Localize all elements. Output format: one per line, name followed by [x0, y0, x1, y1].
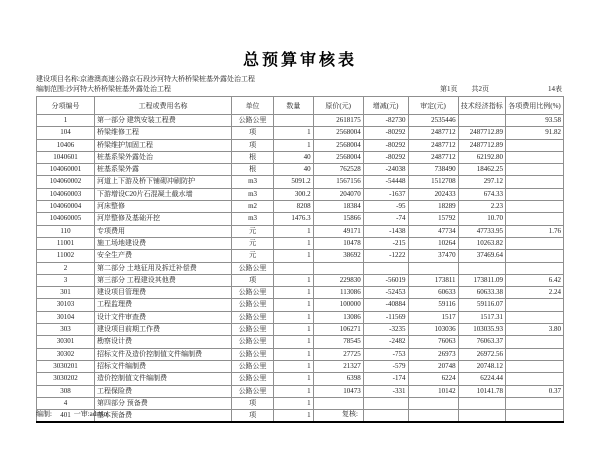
- cell-item-code: 104060002: [37, 176, 95, 188]
- cell-original-price: [313, 262, 363, 274]
- cell-unit: 公路公里: [231, 324, 273, 336]
- cell-original-price: 13086: [313, 311, 363, 323]
- cell-unit: m3: [231, 188, 273, 200]
- cell-approved-amount: 37470: [408, 250, 458, 262]
- cell-approved-amount: 2487712: [408, 151, 458, 163]
- cell-item-code: 3030201: [37, 360, 95, 372]
- cell-adjustment: -74: [363, 213, 408, 225]
- cell-adjustment: -95: [363, 201, 408, 213]
- cell-item-name: 造价控制值文件编制费: [94, 373, 231, 385]
- cell-original-price: 2568004: [313, 151, 363, 163]
- cell-quantity: 1: [274, 348, 314, 360]
- cell-item-name: 建设项目前期工作费: [94, 324, 231, 336]
- cell-original-price: 38692: [313, 250, 363, 262]
- table-row: [37, 139, 564, 151]
- cell-item-name: 设计文件审查费: [94, 311, 231, 323]
- cell-item-code: 3: [37, 274, 95, 286]
- signature-footer: [36, 409, 564, 419]
- cell-unit: 元: [231, 225, 273, 237]
- total-pages-label: 共2页: [471, 85, 489, 93]
- cell-cost-ratio: [505, 213, 563, 225]
- cell-adjustment: -40884: [363, 299, 408, 311]
- table-row: [37, 164, 564, 176]
- cell-unit: 公路公里: [231, 287, 273, 299]
- current-page-label: 第1页: [440, 85, 458, 93]
- cell-approved-amount: 10142: [408, 385, 458, 397]
- cell-adjustment: -80292: [363, 127, 408, 139]
- cell-item-name: 桩基系梁外露: [94, 164, 231, 176]
- cell-cost-ratio: [505, 201, 563, 213]
- cell-tech-indicator: 103035.93: [458, 324, 505, 336]
- table-row: [37, 127, 564, 139]
- cell-approved-amount: 15792: [408, 213, 458, 225]
- cell-adjustment: [363, 397, 408, 409]
- cell-item-code: 104060005: [37, 213, 95, 225]
- cell-item-code: 2: [37, 262, 95, 274]
- cell-cost-ratio: [505, 348, 563, 360]
- table-row: [37, 287, 564, 299]
- cell-item-name: 第三部分 工程建设其他费: [94, 274, 231, 286]
- table-row: [37, 324, 564, 336]
- cell-original-price: 106271: [313, 324, 363, 336]
- table-row: [37, 299, 564, 311]
- cell-item-code: 30302: [37, 348, 95, 360]
- cell-adjustment: -54448: [363, 176, 408, 188]
- table-number-label: 14表: [548, 85, 562, 93]
- cell-adjustment: -11569: [363, 311, 408, 323]
- cell-cost-ratio: [505, 176, 563, 188]
- cell-item-name: 下游增设C20片石混凝土截水墙: [94, 188, 231, 200]
- cell-tech-indicator: 62192.80: [458, 151, 505, 163]
- cell-cost-ratio: 6.42: [505, 274, 563, 286]
- cell-tech-indicator: 297.12: [458, 176, 505, 188]
- cell-tech-indicator: [458, 115, 505, 127]
- cell-tech-indicator: 674.33: [458, 188, 505, 200]
- cell-tech-indicator: 76063.37: [458, 336, 505, 348]
- cell-cost-ratio: [505, 237, 563, 249]
- cell-cost-ratio: [505, 188, 563, 200]
- cell-tech-indicator: 60633.38: [458, 287, 505, 299]
- cell-unit: 根: [231, 164, 273, 176]
- column-header: 单位: [231, 97, 273, 115]
- cell-quantity: 1: [274, 225, 314, 237]
- cell-unit: 公路公里: [231, 360, 273, 372]
- cell-item-name: 河道上下游及桥下铺砌冲刷防护: [94, 176, 231, 188]
- cell-tech-indicator: 6224.44: [458, 373, 505, 385]
- cell-cost-ratio: [505, 139, 563, 151]
- cell-item-name: 工程保险费: [94, 385, 231, 397]
- cell-quantity: 1: [274, 250, 314, 262]
- cell-item-name: 建设项目管理费: [94, 287, 231, 299]
- cell-item-name: 基本预备费: [94, 410, 231, 423]
- cell-unit: 公路公里: [231, 262, 273, 274]
- cell-approved-amount: 26973: [408, 348, 458, 360]
- cell-adjustment: -1637: [363, 188, 408, 200]
- cell-quantity: 1: [274, 311, 314, 323]
- cell-approved-amount: 59116: [408, 299, 458, 311]
- cell-quantity: 300.2: [274, 188, 314, 200]
- cell-original-price: 10478: [313, 237, 363, 249]
- cell-original-price: 100000: [313, 299, 363, 311]
- cell-item-name: 第四部分 预备费: [94, 397, 231, 409]
- cell-original-price: 229830: [313, 274, 363, 286]
- cell-item-code: 11001: [37, 237, 95, 249]
- cell-approved-amount: 10264: [408, 237, 458, 249]
- cell-quantity: 1: [274, 274, 314, 286]
- cell-quantity: 8208: [274, 201, 314, 213]
- table-row: [37, 188, 564, 200]
- cell-item-code: 1040601: [37, 151, 95, 163]
- cell-item-name: 桥梁维护加固工程: [94, 139, 231, 151]
- cell-adjustment: -1438: [363, 225, 408, 237]
- cell-approved-amount: 738490: [408, 164, 458, 176]
- cell-approved-amount: 202433: [408, 188, 458, 200]
- cell-item-code: 401: [37, 410, 95, 423]
- cell-adjustment: -52453: [363, 287, 408, 299]
- cell-unit: 根: [231, 151, 273, 163]
- cell-approved-amount: 2487712: [408, 139, 458, 151]
- cell-cost-ratio: [505, 360, 563, 372]
- cell-original-price: 78545: [313, 336, 363, 348]
- cell-tech-indicator: 10.70: [458, 213, 505, 225]
- column-header: 技术经济指标: [458, 97, 505, 115]
- cell-adjustment: -80292: [363, 151, 408, 163]
- cell-original-price: 204070: [313, 188, 363, 200]
- cell-tech-indicator: 1517.31: [458, 311, 505, 323]
- page-info: [440, 84, 562, 94]
- cell-cost-ratio: 3.80: [505, 324, 563, 336]
- cell-tech-indicator: [458, 397, 505, 409]
- cell-cost-ratio: [505, 299, 563, 311]
- table-row: [37, 397, 564, 409]
- cell-tech-indicator: 2487712.89: [458, 139, 505, 151]
- cell-adjustment: -82730: [363, 115, 408, 127]
- cell-original-price: 2618175: [313, 115, 363, 127]
- cell-tech-indicator: 10141.78: [458, 385, 505, 397]
- recheck-label: 复核:: [342, 410, 358, 418]
- cell-quantity: 1: [274, 385, 314, 397]
- cell-quantity: 1: [274, 410, 314, 423]
- cell-tech-indicator: 2.23: [458, 201, 505, 213]
- cell-unit: 公路公里: [231, 373, 273, 385]
- cell-approved-amount: [408, 397, 458, 409]
- cell-unit: 公路公里: [231, 336, 273, 348]
- cell-approved-amount: 60633: [408, 287, 458, 299]
- cell-item-code: 301: [37, 287, 95, 299]
- cell-adjustment: -174: [363, 373, 408, 385]
- cell-quantity: 40: [274, 151, 314, 163]
- cell-item-code: 303: [37, 324, 95, 336]
- cell-approved-amount: 173811: [408, 274, 458, 286]
- cell-item-code: 308: [37, 385, 95, 397]
- table-row: [37, 250, 564, 262]
- column-header: 工程或费用名称: [94, 97, 231, 115]
- table-row: [37, 311, 564, 323]
- cell-adjustment: -80292: [363, 139, 408, 151]
- cell-original-price: 15866: [313, 213, 363, 225]
- column-header: 数量: [274, 97, 314, 115]
- cell-cost-ratio: [505, 262, 563, 274]
- cell-item-name: 勘察设计费: [94, 336, 231, 348]
- page-title: 总预算审核表: [242, 52, 357, 69]
- cell-adjustment: -331: [363, 385, 408, 397]
- table-row: [37, 360, 564, 372]
- cell-approved-amount: 76063: [408, 336, 458, 348]
- cell-item-name: 第二部分 土地征用及拆迁补偿费: [94, 262, 231, 274]
- scope-line: 编制范围:沙河特大桥桥梁桩基外露处治工程: [36, 84, 171, 93]
- cell-item-name: 施工场地建设费: [94, 237, 231, 249]
- column-header: 分项编号: [37, 97, 95, 115]
- cell-item-code: 110: [37, 225, 95, 237]
- cell-quantity: 1: [274, 237, 314, 249]
- cell-tech-indicator: 37469.64: [458, 250, 505, 262]
- cell-quantity: 1476.3: [274, 213, 314, 225]
- cell-item-name: 专项费用: [94, 225, 231, 237]
- cell-unit: 公路公里: [231, 115, 273, 127]
- budget-audit-table: [36, 96, 564, 423]
- cell-cost-ratio: 91.82: [505, 127, 563, 139]
- column-header: 原价(元): [313, 97, 363, 115]
- cell-approved-amount: [408, 262, 458, 274]
- table-row: [37, 385, 564, 397]
- cell-original-price: 6398: [313, 373, 363, 385]
- cell-tech-indicator: 26972.56: [458, 348, 505, 360]
- cell-approved-amount: 47734: [408, 225, 458, 237]
- cell-tech-indicator: [458, 262, 505, 274]
- cell-approved-amount: 20748: [408, 360, 458, 372]
- cell-approved-amount: 2535446: [408, 115, 458, 127]
- cell-tech-indicator: 59116.07: [458, 299, 505, 311]
- cell-quantity: [274, 115, 314, 127]
- cell-original-price: 2568004: [313, 139, 363, 151]
- cell-item-code: 1: [37, 115, 95, 127]
- cell-item-code: 30301: [37, 336, 95, 348]
- table-row: [37, 373, 564, 385]
- column-header: 审定(元): [408, 97, 458, 115]
- cell-adjustment: -215: [363, 237, 408, 249]
- cell-tech-indicator: 20748.12: [458, 360, 505, 372]
- column-header: 增减(元): [363, 97, 408, 115]
- cell-original-price: 21327: [313, 360, 363, 372]
- cell-cost-ratio: 93.58: [505, 115, 563, 127]
- cell-original-price: 2568004: [313, 127, 363, 139]
- cell-quantity: 1: [274, 299, 314, 311]
- cell-unit: 项: [231, 397, 273, 409]
- cell-adjustment: -24038: [363, 164, 408, 176]
- cell-cost-ratio: [505, 151, 563, 163]
- cell-quantity: 1: [274, 373, 314, 385]
- cell-adjustment: [363, 262, 408, 274]
- table-row: [37, 274, 564, 286]
- cell-unit: m3: [231, 213, 273, 225]
- cell-item-code: 11002: [37, 250, 95, 262]
- cell-quantity: 1: [274, 127, 314, 139]
- table-row: [37, 237, 564, 249]
- table-row: [37, 201, 564, 213]
- cell-unit: 元: [231, 237, 273, 249]
- cell-item-name: 桩基系梁外露处治: [94, 151, 231, 163]
- cell-tech-indicator: 18462.25: [458, 164, 505, 176]
- cell-unit: m3: [231, 176, 273, 188]
- cell-unit: 项: [231, 410, 273, 423]
- cell-item-code: 3030202: [37, 373, 95, 385]
- cell-adjustment: -3235: [363, 324, 408, 336]
- cell-original-price: 18384: [313, 201, 363, 213]
- cell-unit: 项: [231, 127, 273, 139]
- document-meta: [36, 75, 255, 94]
- table-row: [37, 262, 564, 274]
- cell-item-code: 104060001: [37, 164, 95, 176]
- cell-cost-ratio: [505, 397, 563, 409]
- cell-tech-indicator: 10263.82: [458, 237, 505, 249]
- cell-unit: m2: [231, 201, 273, 213]
- project-name-line: 建设项目名称:京港澳高速公路京石段沙河特大桥桥梁桩基外露处治工程: [36, 75, 255, 83]
- cell-item-code: 104060004: [37, 201, 95, 213]
- cell-cost-ratio: 2.24: [505, 287, 563, 299]
- table-row: [37, 151, 564, 163]
- cell-item-name: 桥梁维修工程: [94, 127, 231, 139]
- cell-item-name: 河岸整修及基础开挖: [94, 213, 231, 225]
- cell-cost-ratio: 1.76: [505, 225, 563, 237]
- cell-tech-indicator: 173811.09: [458, 274, 505, 286]
- cell-unit: 元: [231, 250, 273, 262]
- cell-approved-amount: 1512708: [408, 176, 458, 188]
- cell-adjustment: -753: [363, 348, 408, 360]
- cell-cost-ratio: [505, 250, 563, 262]
- table-body: [37, 115, 564, 423]
- cell-quantity: 1: [274, 139, 314, 151]
- cell-item-code: 30103: [37, 299, 95, 311]
- cell-item-name: 工程监理费: [94, 299, 231, 311]
- cell-quantity: 1: [274, 397, 314, 409]
- cell-adjustment: -579: [363, 360, 408, 372]
- cell-approved-amount: 103036: [408, 324, 458, 336]
- column-header: 各项费用比例(%): [505, 97, 563, 115]
- cell-item-code: 10406: [37, 139, 95, 151]
- cell-adjustment: -1222: [363, 250, 408, 262]
- prepared-by-label: 编制:: [36, 410, 52, 418]
- cell-cost-ratio: [505, 336, 563, 348]
- cell-item-code: 30104: [37, 311, 95, 323]
- cell-item-code: 4: [37, 397, 95, 409]
- cell-adjustment: -56019: [363, 274, 408, 286]
- table-row: [37, 176, 564, 188]
- cell-cost-ratio: 0.37: [505, 385, 563, 397]
- first-review-label: 一审:admin: [73, 410, 108, 418]
- cell-original-price: 10473: [313, 385, 363, 397]
- cell-cost-ratio: [505, 164, 563, 176]
- cell-original-price: 1567156: [313, 176, 363, 188]
- cell-item-code: 104060003: [37, 188, 95, 200]
- cell-original-price: 49171: [313, 225, 363, 237]
- table-row: [37, 225, 564, 237]
- cell-original-price: 113086: [313, 287, 363, 299]
- cell-cost-ratio: [505, 311, 563, 323]
- cell-approved-amount: 1517: [408, 311, 458, 323]
- cell-unit: 公路公里: [231, 348, 273, 360]
- cell-tech-indicator: 2487712.89: [458, 127, 505, 139]
- cell-item-name: 安全生产费: [94, 250, 231, 262]
- table-row: [37, 348, 564, 360]
- cell-unit: 项: [231, 139, 273, 151]
- cell-item-name: 河床整修: [94, 201, 231, 213]
- cell-item-code: 104: [37, 127, 95, 139]
- cell-unit: 公路公里: [231, 385, 273, 397]
- cell-approved-amount: 18289: [408, 201, 458, 213]
- cell-quantity: 1: [274, 336, 314, 348]
- cell-cost-ratio: [505, 373, 563, 385]
- cell-quantity: 1: [274, 287, 314, 299]
- cell-item-name: 第一部分 建筑安装工程费: [94, 115, 231, 127]
- table-row: [37, 115, 564, 127]
- cell-quantity: 1: [274, 360, 314, 372]
- cell-original-price: [313, 397, 363, 409]
- cell-unit: 公路公里: [231, 311, 273, 323]
- cell-quantity: [274, 262, 314, 274]
- cell-original-price: 762528: [313, 164, 363, 176]
- cell-unit: 公路公里: [231, 299, 273, 311]
- cell-item-name: 招标文件编制费: [94, 360, 231, 372]
- cell-unit: 项: [231, 274, 273, 286]
- cell-approved-amount: 6224: [408, 373, 458, 385]
- cell-approved-amount: 2487712: [408, 127, 458, 139]
- table-row: [37, 213, 564, 225]
- table-header-row: [37, 97, 564, 115]
- cell-tech-indicator: 47733.95: [458, 225, 505, 237]
- cell-quantity: 5091.2: [274, 176, 314, 188]
- table-row: [37, 336, 564, 348]
- cell-quantity: 40: [274, 164, 314, 176]
- cell-quantity: 1: [274, 324, 314, 336]
- cell-original-price: 27725: [313, 348, 363, 360]
- cell-item-name: 招标文件及造价控制值文件编制费: [94, 348, 231, 360]
- cell-adjustment: -2482: [363, 336, 408, 348]
